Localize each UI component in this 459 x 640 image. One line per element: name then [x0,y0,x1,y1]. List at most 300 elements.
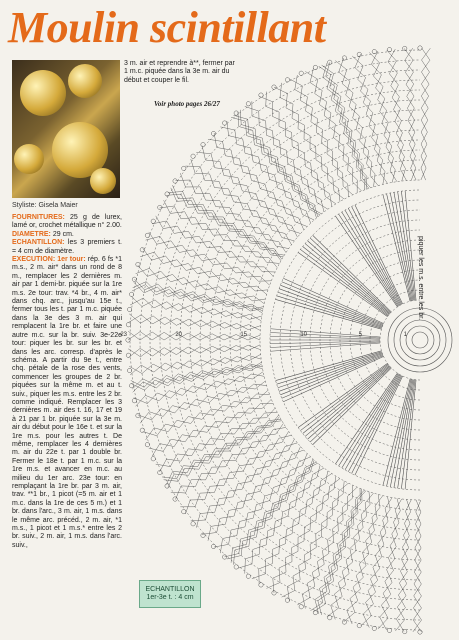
gauge-value: 1er-3e t. : 4 cm [146,594,194,601]
stitch-line [232,387,242,396]
stitch-line [175,403,185,413]
echantillon-label: ECHANTILLON: [12,239,65,247]
stitch-line [269,470,274,483]
stitch-line [152,348,164,356]
stitch-line [293,477,297,490]
stitch-line [310,82,322,90]
stitch-line [405,72,413,84]
stitch-line [244,286,257,288]
stitch-line [154,363,165,372]
instructions-column [12,214,122,550]
stitch-line [159,391,169,401]
stitch-line [404,523,409,535]
picot [151,219,155,223]
picot [387,628,391,632]
ornament-shape [20,70,66,116]
stitch-line [278,479,282,492]
stitch-line [270,487,274,500]
picot [234,565,238,569]
stitch-line [295,90,308,97]
stitch-line [405,191,416,300]
stitch-line [353,587,358,601]
stitch-line [295,222,307,227]
photo-reference: Voir photo pages 26/27 [154,100,220,108]
stitch-line [213,405,222,415]
stitch-line [400,571,406,583]
stitch-line [395,121,403,132]
stitch-line [190,307,203,312]
stitch-line [396,619,404,632]
picot [182,166,186,170]
stitch-line [350,599,355,613]
picot [126,353,130,357]
stitch-line [186,399,196,409]
stitch-line [369,529,372,542]
stitch-line [136,395,146,406]
stitch-line [270,214,283,218]
stitch-line [339,72,350,81]
stitch-line [270,329,380,337]
stitch-line [179,417,188,428]
stitch-line [398,595,405,608]
row-label: 1 [403,332,407,338]
stitch-line [224,346,236,352]
stitch-line [405,380,416,489]
picot [158,205,162,209]
picot [182,509,186,513]
diametre-text: 29 cm. [52,230,74,238]
picot [246,574,250,578]
picot [313,610,317,614]
stitch-line [366,602,372,615]
stitch-line [378,494,380,507]
stitch-line [215,369,226,377]
stitch-line [359,564,363,577]
stitch-line [377,161,385,172]
stitch-line [369,126,378,136]
stitch-line [335,61,347,70]
stitch-line [301,468,305,481]
stitch-line [212,346,224,353]
stitch-line [163,260,177,264]
echantillon-text: les 3 premiers t. = 4 cm de diamètre. [12,239,122,255]
stitch-line [380,532,384,545]
stitch-line [386,147,394,158]
stitch-line [168,289,181,294]
stitch-line [305,244,389,315]
stitch-line [239,306,252,309]
stitch-line [260,189,273,193]
stitch-line [350,549,353,562]
picot [328,616,332,620]
row-label: 23 [120,332,127,338]
product-photo [12,60,120,198]
stitch-line [309,459,313,471]
stitch-line [282,238,295,241]
stitch-line [395,510,399,523]
stitch-line [227,366,238,373]
stitch-line [182,281,195,285]
stitch-line [270,336,380,339]
stitch-line [404,48,413,60]
stitch-line [142,364,153,373]
stitch-line [260,478,264,491]
stitch-line [335,556,337,570]
stitch-line [305,366,389,437]
picot [342,620,346,624]
picot [129,383,133,387]
stitch-line [310,474,313,487]
stitch-line [196,426,204,437]
stitch-line [373,76,383,87]
stitch-line [397,607,404,620]
stitch-line [176,319,188,325]
stitch-line [140,252,154,257]
stitch-line [179,250,193,253]
stitch-line [384,135,392,146]
execution-label: EXECUTION: 1er tour: [12,256,86,264]
stitch-line [237,355,248,362]
stitch-line [327,578,330,592]
stitch-line [381,605,388,618]
stitch-line [385,581,391,594]
stitch-line [168,420,177,431]
stitch-line [174,435,182,447]
picot [191,522,195,526]
stitch-line [263,223,276,226]
stitch-line [251,364,262,371]
picot [259,93,263,97]
stitch-line [346,133,356,142]
stitch-line [406,499,410,511]
stitch-line [213,311,226,315]
stitch-line [352,207,402,305]
stitch-line [276,423,283,434]
stitch-line [335,373,397,464]
stitch-line [147,393,157,404]
stitch-line [366,114,375,124]
stitch-line [298,252,387,316]
stitch-line [289,79,302,86]
picot [201,533,205,537]
fournitures-text: 25 g de lurex, lamé or, crochet métallique n° 2.00. [12,214,122,230]
stitch-line [160,459,167,472]
stitch-line [325,196,336,203]
stitch-line [338,583,342,597]
stitch-line [363,614,369,627]
stitch-line [385,508,388,521]
stitch-line [352,56,363,66]
stitch-line [156,289,169,295]
stitch-line [389,74,398,85]
stitch-line [215,301,228,305]
stitch-line [129,315,142,323]
stitch-line [368,591,373,604]
stitch-line [397,498,400,511]
stitch-line [302,469,306,482]
stitch-line [302,484,305,497]
stitch-line [362,552,366,565]
ornament-shape [68,64,102,98]
stitch-line [344,134,354,143]
stitch-line [186,267,200,270]
stitch-line [380,112,389,123]
picot [357,52,361,56]
stitch-line [215,367,226,375]
stitch-line [388,159,395,170]
picot [151,457,155,461]
stitch-line [152,317,165,324]
stitch-line [305,71,317,79]
fournitures-label: FOURNITURES: [12,214,65,221]
stitch-line [130,298,143,305]
stitch-line [176,347,188,355]
stitch-line [189,204,203,205]
picot [246,102,250,106]
diametre-label: DIAMETRE: [12,230,51,238]
stitch-line [317,561,319,575]
stitch-line [188,320,200,326]
picot [127,368,131,372]
stitch-line [282,356,383,399]
stitch-line [340,545,342,559]
stitch-line [152,409,161,420]
picot [173,179,177,183]
picot [191,154,195,158]
stitch-line [373,567,378,580]
stitch-line [361,514,363,527]
continuation-note: 3 m. air et reprendre à**, fermer par 1 m.c. piquée dans la 3e m. air du début et couper le fil. [124,60,235,84]
ornament-shape [90,168,116,194]
picot [299,605,303,609]
stitch-line [175,263,189,267]
picot [201,142,205,146]
picot [372,626,376,630]
stitch-line [375,506,377,519]
stitch-line [145,284,158,290]
picot [259,583,263,587]
stitch-line [270,179,283,184]
picot [211,544,215,548]
stitch-line [399,157,406,168]
picot [403,629,407,633]
stitch-line [349,107,359,117]
stitch-line [302,594,305,608]
stitch-line [241,296,254,298]
stitch-line [276,246,289,249]
stitch-line [285,558,286,572]
stitch-line [324,116,335,124]
stitch-line [393,110,401,121]
stitch-line [206,381,216,390]
stitch-line [146,236,160,240]
stitch-line [266,239,279,241]
stitch-line [224,323,236,328]
stitch-line [279,447,285,459]
picot [285,598,289,602]
stitch-line [356,576,360,589]
stitch-line [136,268,150,273]
stitch-line [227,367,238,375]
stitch-line [370,175,378,185]
stitch-line [152,256,166,260]
picot [285,78,289,82]
stitch-line [380,617,387,630]
stitch-line [307,583,310,597]
stitch-line [178,361,189,369]
stitch-line [325,471,328,484]
page-title: Moulin scintillant [8,3,326,52]
stitch-line [194,384,204,393]
stitch-line [141,316,154,323]
stitch-line [352,376,402,474]
picot [173,497,177,501]
stitch-line [401,559,407,571]
stitch-line [133,282,146,288]
stitch-line [270,342,380,347]
stitch-line [270,341,380,344]
stitch-line [191,296,204,300]
stitch-line [237,314,250,318]
picot [136,262,140,266]
stitch-line [154,302,167,308]
stitch-line [288,229,300,233]
stitch-line [217,290,230,293]
stitch-line [168,292,181,297]
stitch-line [344,534,346,547]
stitch-line [261,206,274,209]
stitch-line [200,321,212,327]
stitch-line [392,534,396,547]
stitch-line [152,444,160,457]
stitch-line [217,379,227,387]
stitch-line [331,605,336,619]
stitch-line [277,296,382,328]
stitch-line [328,566,331,580]
centre-ring [394,314,446,366]
stitch-line [383,593,389,606]
stitch-line [282,431,289,442]
stitch-line [270,454,276,466]
picot [127,307,131,311]
stitch-line [363,103,373,113]
stitch-line [402,547,408,559]
stitch-line [388,497,391,510]
stitch-line [252,299,265,301]
stitch-line [372,138,381,148]
gauge-box [139,580,201,608]
stitch-line [295,478,298,491]
stitch-line [378,544,382,557]
stitch-line [255,381,265,389]
stitch-line [225,401,234,411]
centre-ring [403,326,434,354]
diagram-stitches [126,46,452,634]
stitch-line [403,535,408,547]
stitch-line [239,366,250,373]
picot [313,65,317,69]
stitch-line [333,555,335,569]
gauge-title: ECHANTILLON [145,586,195,593]
stitch-line [213,358,224,365]
stitch-line [202,259,216,261]
ornament-shape [14,144,44,174]
stitch-line [248,326,260,330]
stitch-line [310,517,311,531]
stitch-line [295,446,300,458]
stitch-line [270,343,380,351]
stitch-line [392,98,400,109]
stitch-line [198,271,211,274]
stitch-line [337,544,339,558]
stitch-line [375,555,379,568]
row-label: 5 [358,332,362,338]
stitch-line [342,571,345,585]
stitch-line [279,289,382,327]
stitch-line [202,409,211,419]
stitch-line [356,129,365,139]
stitch-line [374,149,382,159]
stitch-line [376,88,385,99]
stitch-line [346,560,349,574]
stitch-line [147,271,161,276]
stitch-line [347,610,352,624]
stitch-line [156,287,169,292]
stitch-line [302,183,314,189]
stitch-line [361,91,371,101]
stitch-line [249,316,262,319]
stitch-line [286,197,298,202]
picot [299,71,303,75]
stitch-line [390,546,395,559]
stitch-line [179,294,192,299]
stitch-line [288,439,294,450]
stitch-line [164,347,176,355]
stitch-line [171,277,184,281]
stitch-line [180,292,193,297]
stitch-line [140,412,149,424]
stitch-line [371,64,381,75]
stitch-line [277,352,382,384]
picot [140,428,144,432]
stitch-line [178,305,191,310]
stitch-line [272,230,285,233]
picot [145,442,149,446]
stitch-line [396,133,403,144]
stitch-line [157,241,171,244]
picot [145,233,149,237]
stitch-line [366,541,369,554]
row-label: 10 [300,332,307,338]
stitch-line [355,68,366,78]
stitch-line [229,376,240,384]
stitch-line [236,325,248,329]
stitch-line [132,285,145,291]
photo-caption: Styliste: Gisela Maier [12,202,78,209]
stitch-line [209,275,222,278]
stitch-line [319,481,321,494]
crochet-diagram [120,40,459,640]
stitch-line [166,362,177,371]
stitch-line [354,537,356,550]
stitch-line [342,84,353,93]
stitch-line [388,558,393,571]
stitch-line [221,279,234,281]
stitch-line [261,461,266,473]
stitch-line [378,100,387,111]
stitch-line [390,171,397,182]
stitch-line [358,526,360,539]
